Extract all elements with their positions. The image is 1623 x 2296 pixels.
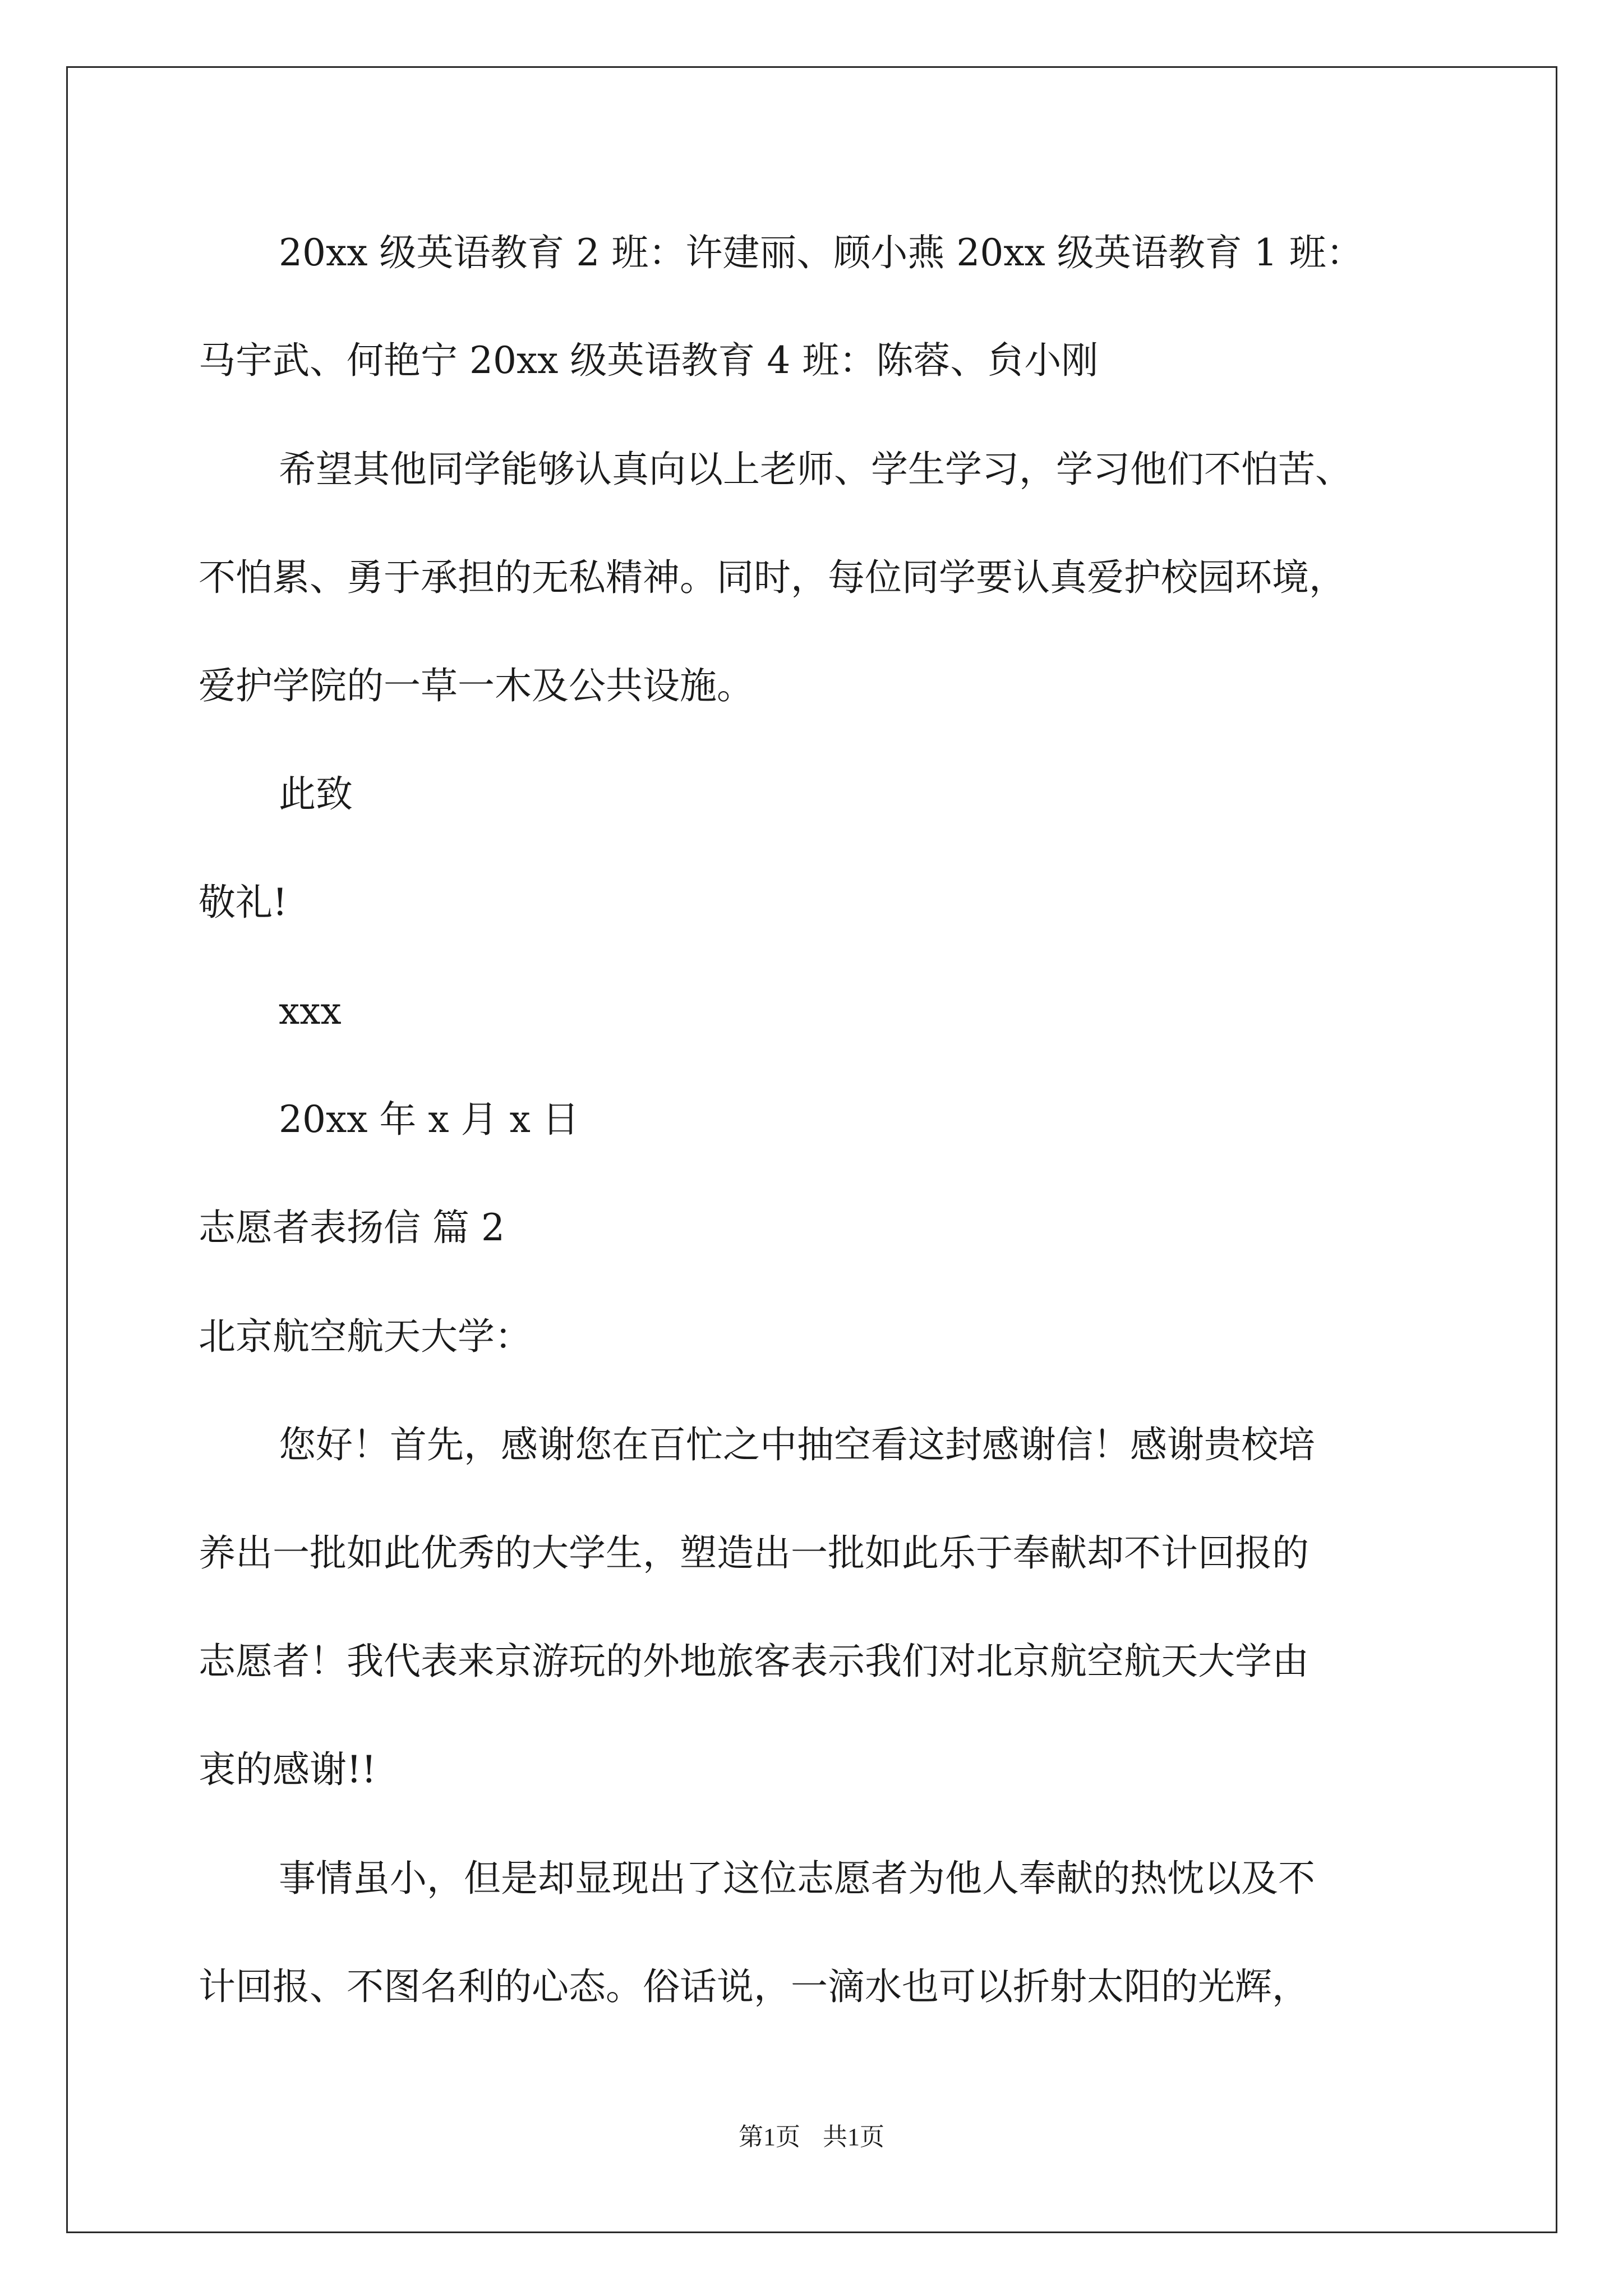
paragraph-4-line-2: 计回报、不图名利的心态。俗话说，一滴水也可以折射太阳的光辉， xyxy=(199,1965,1309,2008)
page-border xyxy=(66,66,1557,2233)
section-title: 志愿者表扬信 篇 2 xyxy=(199,1206,505,1249)
page-total: 共1页 xyxy=(823,2123,884,2151)
paragraph-3-line-1: 您好！首先，感谢您在百忙之中抽空看这封感谢信！感谢贵校培 xyxy=(279,1423,1315,1466)
letter-date: 20xx 年 x 月 x 日 xyxy=(279,1098,579,1141)
page-footer xyxy=(0,2125,1623,2150)
signature: xxx xyxy=(279,990,342,1033)
paragraph-3-line-4: 衷的感谢!! xyxy=(199,1748,377,1791)
closing-regards: 敬礼! xyxy=(199,881,288,924)
recipient: 北京航空航天大学： xyxy=(199,1315,532,1358)
paragraph-2-line-1: 希望其他同学能够认真向以上老师、学生学习，学习他们不怕苦、 xyxy=(279,448,1352,491)
paragraph-1-line-1: 20xx 级英语教育 2 班：许建丽、顾小燕 20xx 级英语教育 1 班： xyxy=(279,231,1363,274)
paragraph-3-line-2: 养出一批如此优秀的大学生，塑造出一批如此乐于奉献却不计回报的 xyxy=(199,1531,1309,1575)
page-number: 第1页 xyxy=(739,2123,800,2151)
paragraph-2-line-3: 爱护学院的一草一木及公共设施。 xyxy=(199,664,754,707)
paragraph-2-line-2: 不怕累、勇于承担的无私精神。同时，每位同学要认真爱护校园环境， xyxy=(199,556,1346,599)
closing-salutation: 此致 xyxy=(279,772,353,816)
paragraph-1-line-2: 马宇武、何艳宁 20xx 级英语教育 4 班：陈蓉、贠小刚 xyxy=(199,339,1099,382)
paragraph-3-line-3: 志愿者！我代表来京游玩的外地旅客表示我们对北京航空航天大学由 xyxy=(199,1640,1309,1683)
paragraph-4-line-1: 事情虽小，但是却显现出了这位志愿者为他人奉献的热忱以及不 xyxy=(279,1857,1315,1900)
